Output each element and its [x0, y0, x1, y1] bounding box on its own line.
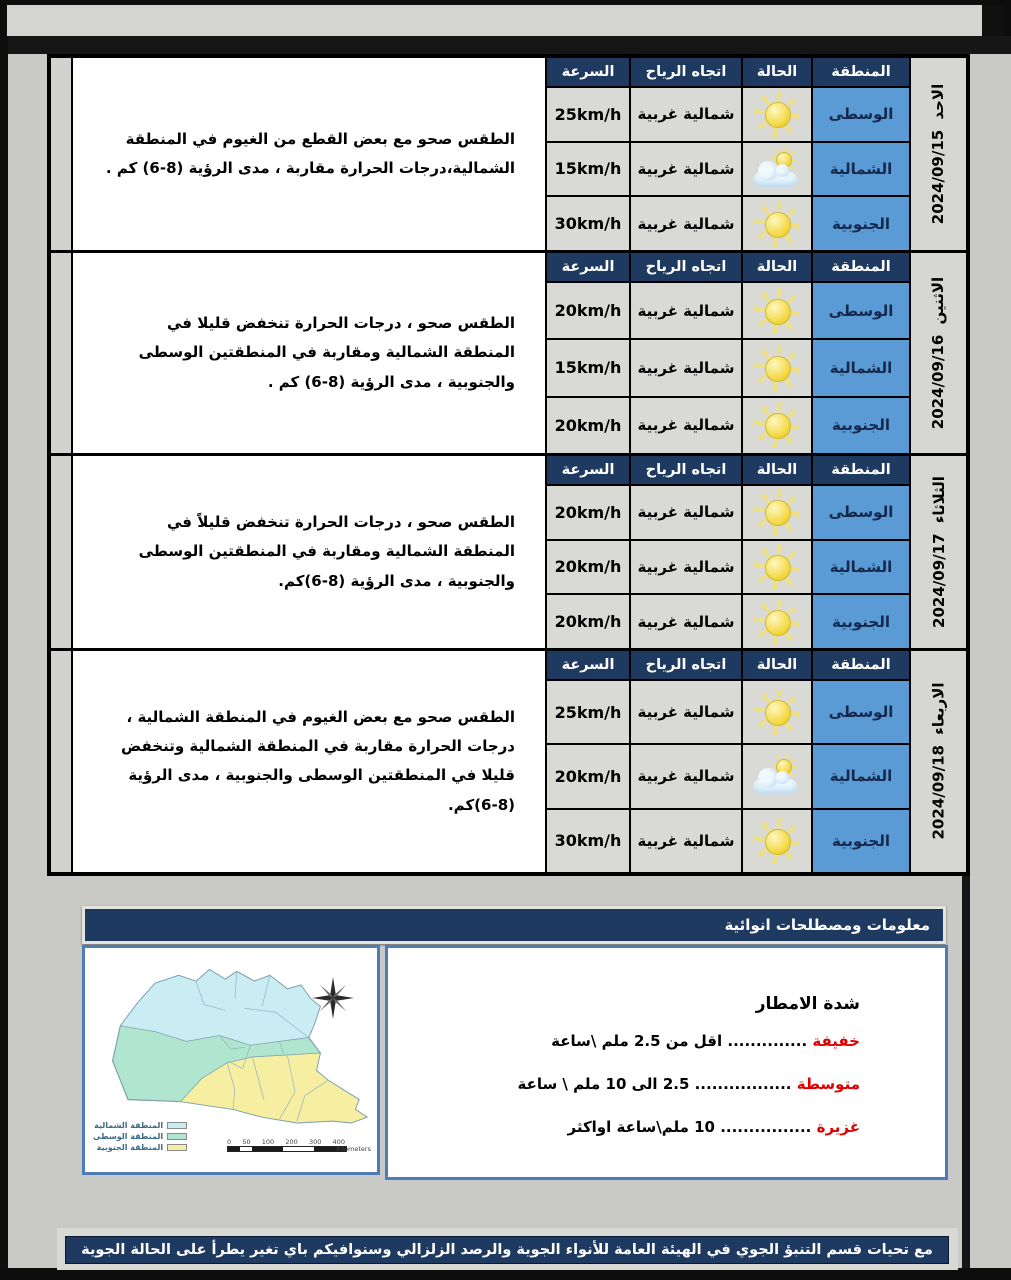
col-header-region: المنطقة — [813, 456, 909, 484]
sun-core — [765, 555, 791, 581]
day-date-cell — [911, 253, 966, 453]
day-date-cell — [911, 456, 966, 648]
region-cell: الجنوبية — [813, 398, 909, 453]
day-section-wednesday — [51, 651, 966, 872]
weather-condition-icon — [752, 818, 802, 864]
rain-level-value: ................. 2.5 الى 10 ملم \ ساعة — [517, 1075, 797, 1093]
cloud-shape — [753, 172, 797, 187]
wind-cell: شمالية غربية — [631, 340, 741, 395]
wind-cell: شمالية غربية — [631, 283, 741, 338]
cloud-shape — [753, 779, 797, 794]
col-header-wind: اتجاه الرياح — [631, 651, 741, 679]
window-top-bar — [0, 0, 1011, 36]
scale-tick: 300 — [308, 1138, 322, 1146]
condition-cell — [743, 197, 811, 250]
rain-level-value: ................ 10 ملم\ساعة اواكثر — [567, 1118, 817, 1136]
col-header-condition: الحالة — [743, 58, 811, 86]
condition-cell — [743, 143, 811, 196]
day-description: الطقس صحو مع بعض الغيوم في المنطقة الشمالية ، درجات الحرارة مقاربة في المنطقة الشمالية وتنخفض قليلا في المنطقتين الوسطى والجنوبية ، مدى الرؤية (8-6)كم. — [73, 651, 545, 872]
scale-tick: 200 — [285, 1138, 298, 1146]
region-cell: الجنوبية — [813, 595, 909, 648]
weather-condition-icon — [752, 288, 802, 334]
compass-rose-icon — [311, 976, 355, 1020]
rain-level-label: غزيرة — [816, 1118, 860, 1136]
col-header-speed: السرعة — [547, 253, 629, 281]
day-description: الطقس صحو ، درجات الحرارة تنخفض قليلاً في المنطقة الشمالية ومقاربة في المنطقتين الوسطى والجنوبية ، مدى الرؤية (8-6)كم. — [73, 456, 545, 648]
region-cell: الوسطى — [813, 88, 909, 141]
weather-condition-icon — [752, 146, 802, 192]
gutter-cell — [51, 651, 71, 872]
info-header-title: معلومات ومصطلحات انوائية — [85, 909, 943, 941]
legend-swatch-north — [167, 1122, 187, 1129]
rain-level-heavy — [408, 1118, 860, 1136]
speed-cell: 20km/h — [547, 745, 629, 807]
legend-swatch-central — [167, 1133, 187, 1140]
day-date-cell — [911, 651, 966, 872]
day-date-label: الاحد 2024/09/15 — [929, 83, 948, 225]
condition-cell — [743, 88, 811, 141]
region-cell: الشمالية — [813, 541, 909, 594]
weather-condition-icon — [752, 689, 802, 735]
gutter-cell — [51, 253, 71, 453]
wind-cell: شمالية غربية — [631, 681, 741, 743]
condition-cell — [743, 595, 811, 648]
condition-cell — [743, 398, 811, 453]
condition-cell — [743, 681, 811, 743]
scale-tick: 50 — [242, 1138, 251, 1146]
gutter-cell — [51, 58, 71, 250]
sun-core — [765, 700, 791, 726]
rain-level-value: .............. اقل من 2.5 ملم \ساعة — [551, 1032, 813, 1050]
col-header-wind: اتجاه الرياح — [631, 58, 741, 86]
wind-cell: شمالية غربية — [631, 541, 741, 594]
sun-core — [765, 610, 791, 636]
wind-cell: شمالية غربية — [631, 197, 741, 250]
day-date-label: الاثنين 2024/09/16 — [929, 276, 948, 430]
speed-cell: 15km/h — [547, 340, 629, 395]
rain-level-label: متوسطة — [796, 1075, 860, 1093]
day-date-label: الثلاثاء 2024/09/17 — [929, 476, 948, 628]
legend-item-south — [93, 1143, 187, 1152]
map-scale-bar — [227, 1138, 371, 1153]
wind-cell: شمالية غربية — [631, 745, 741, 807]
wind-cell: شمالية غربية — [631, 88, 741, 141]
weather-condition-icon — [752, 544, 802, 590]
col-header-wind: اتجاه الرياح — [631, 253, 741, 281]
day-description: الطقس صحو ، درجات الحرارة تنخفض قليلا في المنطقة الشمالية ومقاربة في المنطقتين الوسطى والجنوبية ، مدى الرؤية (8-6) كم . — [73, 253, 545, 453]
day-section-monday — [51, 253, 966, 453]
speed-cell: 20km/h — [547, 541, 629, 594]
region-cell: الوسطى — [813, 283, 909, 338]
scale-tick: 0 — [227, 1138, 232, 1146]
info-header-frame — [82, 906, 946, 944]
speed-cell: 20km/h — [547, 398, 629, 453]
sun-core — [765, 829, 791, 855]
weather-condition-icon — [752, 599, 802, 645]
condition-cell — [743, 810, 811, 872]
sun-core — [765, 299, 791, 325]
gutter-cell — [51, 456, 71, 648]
day-date-label: الاربعاء 2024/09/18 — [929, 682, 948, 840]
speed-cell: 30km/h — [547, 197, 629, 250]
top-divider-band — [0, 36, 1011, 54]
weather-condition-icon — [752, 201, 802, 247]
day-section-tuesday — [51, 456, 966, 648]
wind-cell: شمالية غربية — [631, 810, 741, 872]
footer-greeting: مع تحيات قسم التنبؤ الجوي في الهيئة العامة للأنواء الجوية والرصد الزلزالي وسنوافيكم باي تغير يطرأ على الحالة الجوية — [65, 1236, 949, 1264]
speed-cell: 25km/h — [547, 88, 629, 141]
speed-cell: 25km/h — [547, 681, 629, 743]
col-header-wind: اتجاه الرياح — [631, 456, 741, 484]
forecast-table — [47, 54, 970, 876]
weather-condition-icon — [752, 345, 802, 391]
legend-item-north — [93, 1121, 187, 1130]
scale-tick-labels — [227, 1138, 345, 1146]
speed-cell: 15km/h — [547, 143, 629, 196]
wind-cell: شمالية غربية — [631, 595, 741, 648]
col-header-region: المنطقة — [813, 253, 909, 281]
scale-unit-label: Kilometers — [336, 1145, 371, 1153]
condition-cell — [743, 486, 811, 539]
rain-level-label: خفيفة — [812, 1032, 860, 1050]
map-legend — [93, 1121, 187, 1154]
col-header-speed: السرعة — [547, 651, 629, 679]
scale-segments — [227, 1146, 347, 1152]
rain-intensity-title: شدة الامطار — [755, 994, 860, 1014]
speed-cell: 20km/h — [547, 283, 629, 338]
region-cell: الجنوبية — [813, 810, 909, 872]
weather-condition-icon — [752, 753, 802, 799]
legend-label: المنطقة الجنوبية — [96, 1143, 164, 1152]
region-cell: الشمالية — [813, 143, 909, 196]
window-corner-block — [982, 5, 1004, 36]
region-cell: الوسطى — [813, 681, 909, 743]
wind-cell: شمالية غربية — [631, 143, 741, 196]
sun-core — [765, 356, 791, 382]
page-left-edge — [0, 36, 8, 1280]
legend-label: المنطقة الوسطى — [93, 1132, 164, 1141]
col-header-condition: الحالة — [743, 456, 811, 484]
iraq-regions-map-panel — [82, 945, 380, 1175]
weather-condition-icon — [752, 402, 802, 448]
region-cell: الشمالية — [813, 745, 909, 807]
region-cell: الجنوبية — [813, 197, 909, 250]
day-section-sunday — [51, 58, 966, 250]
scale-tick: 100 — [261, 1138, 275, 1146]
col-header-region: المنطقة — [813, 651, 909, 679]
region-cell: الشمالية — [813, 340, 909, 395]
weather-condition-icon — [752, 91, 802, 137]
sun-core — [765, 212, 791, 238]
speed-cell: 30km/h — [547, 810, 629, 872]
rain-intensity-panel — [385, 945, 948, 1180]
day-description: الطقس صحو مع بعض القطع من الغيوم في المنطقة الشمالية،درجات الحرارة مقاربة ، مدى الرؤية (8-6) كم . — [73, 58, 545, 250]
legend-swatch-south — [167, 1144, 187, 1151]
condition-cell — [743, 745, 811, 807]
col-header-region: المنطقة — [813, 58, 909, 86]
legend-label: المنطقة الشمالية — [94, 1121, 164, 1130]
col-header-speed: السرعة — [547, 456, 629, 484]
weather-condition-icon — [752, 489, 802, 535]
col-header-condition: الحالة — [743, 253, 811, 281]
region-cell: الوسطى — [813, 486, 909, 539]
condition-cell — [743, 340, 811, 395]
rain-level-light — [408, 1032, 860, 1050]
wind-cell: شمالية غربية — [631, 398, 741, 453]
rain-level-moderate — [408, 1075, 860, 1093]
condition-cell — [743, 541, 811, 594]
speed-cell: 20km/h — [547, 595, 629, 648]
day-date-cell — [911, 58, 966, 250]
col-header-speed: السرعة — [547, 58, 629, 86]
scale-tick: 400 — [332, 1138, 345, 1146]
legend-item-central — [93, 1132, 187, 1141]
condition-cell — [743, 283, 811, 338]
col-header-condition: الحالة — [743, 651, 811, 679]
wind-cell: شمالية غربية — [631, 486, 741, 539]
speed-cell: 20km/h — [547, 486, 629, 539]
